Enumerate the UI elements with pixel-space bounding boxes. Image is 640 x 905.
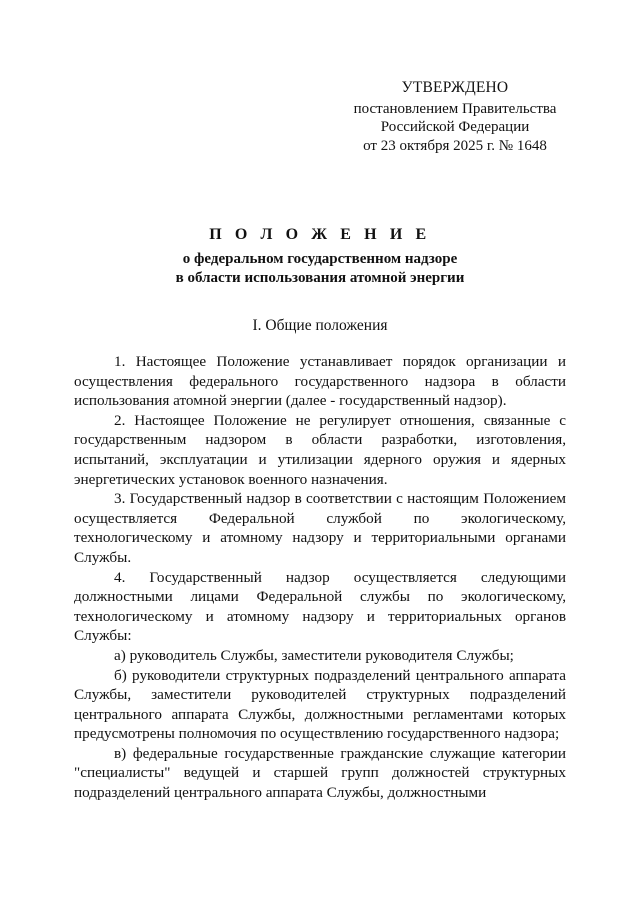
document-title: П О Л О Ж Е Н И Е [209,226,431,243]
section-heading: I. Общие положения [252,317,388,334]
list-item-c: в) федеральные государственные гражданские служащие категории "специалисты" ведущей и старшей групп должностей структурных подразделений центрального аппарата Службы, должностными [74,744,566,802]
document-subtitle-line-1: о федеральном государственном надзоре [182,251,458,267]
approval-title: УТВЕРЖДЕНО [401,79,509,96]
paragraph-4: 4. Государственный надзор осуществляется следующими должностными лицами Федеральной службы по экологическому, технологическому и атомному надзору и территориальных органов Службы: [74,568,566,645]
paragraph-3: 3. Государственный надзор в соответствии с настоящим Положением осуществляется Федеральной службой по экологическому, технологическому и атомному надзору и территориальными органами Службы. [74,490,566,566]
paragraph-1: 1. Настоящее Положение устанавливает порядок организации и осуществления федерального государственного надзора в области использования атомной энергии (далее - государственный надзор). [74,353,566,410]
list-item-b: б) руководители структурных подразделений центрального аппарата Службы, заместители руководителей структурных подразделений центрального аппарата Службы, должностными регламентами которых предусмотрены полномочия по осуществлению государственного надзора; [74,666,566,743]
document-subtitle-line-2: в области использования атомной энергии [175,270,465,286]
approval-stamp [340,79,570,155]
document-body [74,352,566,803]
paragraph-2: 2. Настоящее Положение не регулирует отношения, связанные с государственным надзором в области разработки, изготовления, испытаний, эксплуатации и утилизации ядерного оружия и ядерных энергетических установок военного назначения. [74,411,566,488]
approval-line-1: постановлением Правительства [353,100,557,117]
list-item-a: а) руководитель Службы, заместители руководителя Службы; [114,646,514,664]
approval-line-2: Российской Федерации [380,119,530,135]
approval-date-number: от 23 октября 2025 г. № 1648 [363,137,547,154]
document-subtitle [70,250,570,288]
